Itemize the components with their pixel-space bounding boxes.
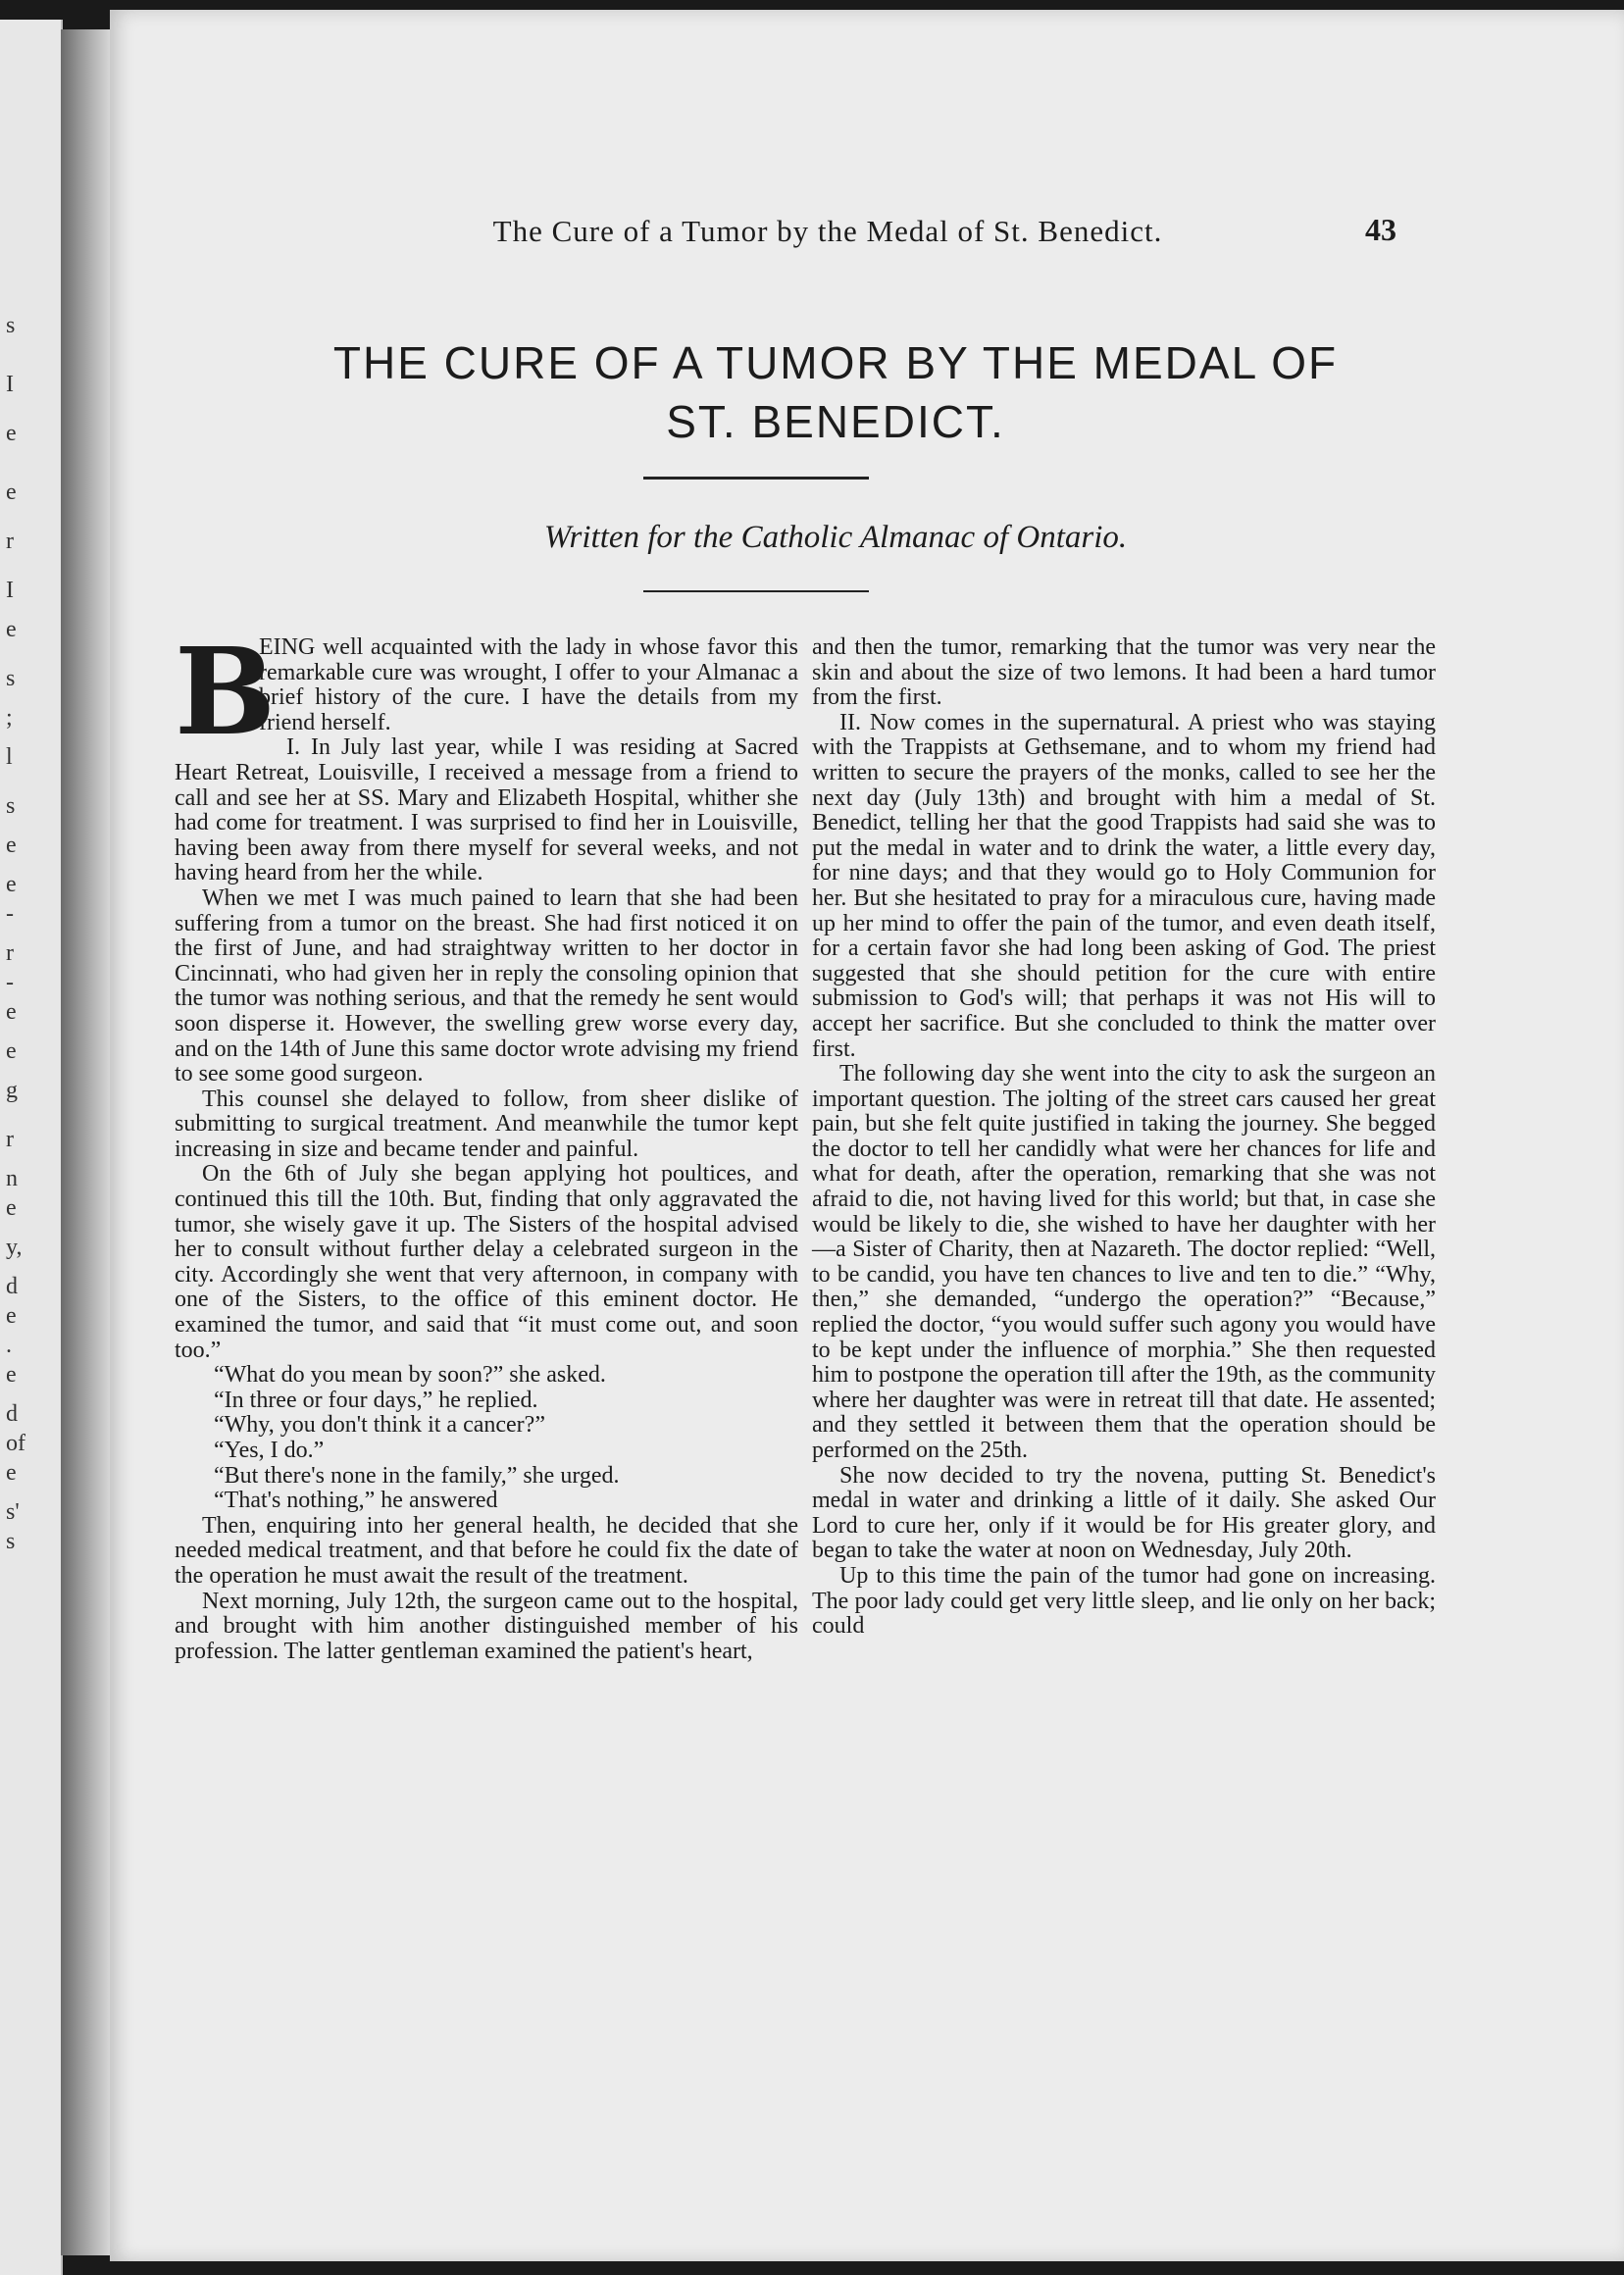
paragraph: Up to this time the pain of the tumor had gone on increasing. The poor lady could get very little sleep, and lie only on her back; could	[812, 1562, 1436, 1640]
right-text-column	[812, 635, 1436, 1640]
article-title-line-2: ST. BENEDICT.	[666, 396, 1005, 447]
adjacent-page-fragment: s	[6, 793, 16, 819]
paragraph: I. In July last year, while I was residing at Sacred Heart Retreat, Louisville, I received a message from a friend to call and see her at SS. Mary and Elizabeth Hospital, whither she had come for treatment. I was surprised to find her in Louisville, having been away from there myself for several weeks, and not having heard from her the while.	[175, 734, 798, 886]
article-title	[286, 333, 1385, 451]
title-rule-bottom	[643, 590, 869, 592]
adjacent-page-fragment: s	[6, 1529, 16, 1554]
title-rule-top	[643, 477, 869, 480]
adjacent-page-fragment: ;	[6, 705, 13, 731]
book-page	[110, 10, 1624, 2261]
adjacent-page-fragment: e	[6, 617, 17, 642]
adjacent-page-fragment: r	[6, 940, 14, 966]
adjacent-page-fragment: of	[6, 1431, 25, 1456]
adjacent-page-fragment: I	[6, 372, 14, 397]
adjacent-page-edge	[0, 20, 63, 2275]
drop-cap: B	[175, 621, 277, 762]
running-head: The Cure of a Tumor by the Medal of St. Benedict.	[492, 214, 1163, 248]
paragraph	[175, 621, 798, 762]
adjacent-page-fragment: r	[6, 529, 14, 554]
adjacent-page-fragment: e	[6, 1195, 17, 1221]
paragraph: The following day she went into the city to ask the surgeon an important question. The jolting of the street cars caused her great pain, but she felt quite justified in taking the journey. She begged the doctor to tell her candidly what were her chances for life and what for death, after the operation, remarking that she was not afraid to die, not having lived for this world; but that, in case she would be likely to die, she wished to have her daughter with her—a Sister of Charity, then at Nazareth. The doctor replied: “Well, to be candid, you have ten chances to live and ten to die.” “Why, then,” she demanded, “undergo the operation?” “Because,” replied the doctor, “you would suffer such agony you would have to be kept under the influence of morphia.” She then requested him to postpone the operation till after the 19th, as the community where her daughter was were in retreat till that date. He assented; and they settled it between them that the operation should be performed on the 25th.	[812, 1061, 1436, 1463]
adjacent-page-fragment: e	[6, 421, 17, 446]
article-subtitle: Written for the Catholic Almanac of Ontario.	[543, 520, 1128, 555]
adjacent-page-fragment: d	[6, 1401, 18, 1427]
left-text-column	[175, 621, 798, 1664]
adjacent-page-fragment: .	[6, 1333, 12, 1358]
paragraph: and then the tumor, remarking that the tumor was very near the skin and about the size of two lemons. It had been a hard tumor from the first.	[812, 634, 1436, 711]
paragraph: She now decided to try the novena, putting St. Benedict's medal in water and drinking a little of it daily. She asked Our Lord to cure her, only if it would be for His greater glory, and began to take the water at noon on Wednesday, July 20th.	[812, 1462, 1436, 1564]
adjacent-page-fragment: y,	[6, 1235, 23, 1260]
adjacent-page-fragment: n	[6, 1166, 18, 1191]
paragraph: This counsel she delayed to follow, from sheer dislike of submitting to surgical treatment. And meanwhile the tumor kept increasing in size and became tender and painful.	[175, 1086, 798, 1162]
adjacent-page-fragment: -	[6, 901, 14, 927]
paragraph: “Why, you don't think it a cancer?”	[214, 1412, 545, 1439]
adjacent-page-fragment: e	[6, 1362, 17, 1388]
paragraph: “Yes, I do.”	[214, 1438, 325, 1463]
adjacent-page-fragment: -	[6, 970, 14, 995]
adjacent-page-fragment: e	[6, 1038, 17, 1064]
adjacent-page-fragment: e	[6, 999, 17, 1025]
adjacent-page-fragment: e	[6, 1460, 17, 1486]
paragraph: Next morning, July 12th, the surgeon came out to the hospital, and brought with him another distinguished member of his profession. The latter gentleman examined the patient's heart,	[175, 1588, 798, 1664]
adjacent-page-fragment: s	[6, 313, 16, 338]
adjacent-page-fragment: g	[6, 1078, 18, 1103]
adjacent-page-fragment: s	[6, 666, 16, 691]
paragraph: “That's nothing,” he answered	[214, 1488, 498, 1514]
adjacent-page-fragment: e	[6, 833, 17, 858]
paragraph-lead: EING well acquainted with the lady in whose favor this remarkable cure was wrought, I offer to your Almanac a brief history of the cure. I have the details from my friend herself.	[259, 634, 798, 735]
paragraph: “What do you mean by soon?” she asked.	[214, 1362, 606, 1389]
adjacent-page-fragment: e	[6, 1303, 17, 1329]
paragraph: Then, enquiring into her general health, he decided that she needed medical treatment, and that before he could fix the date of the operation he must await the result of the treatment.	[175, 1512, 798, 1589]
paragraph: “In three or four days,” he replied.	[214, 1387, 538, 1413]
article-title-line-1: THE CURE OF A TUMOR BY THE MEDAL OF	[332, 337, 1339, 388]
adjacent-page-fragment: l	[6, 744, 13, 770]
paragraph: On the 6th of July she began applying hot poultices, and continued this till the 10th. But, finding that only aggravated the tumor, she wisely gave it up. The Sisters of the hospital advised her to consult without further delay a celebrated surgeon in the city. Accordingly she went that very afternoon, in company with one of the Sisters, to the office of this eminent doctor. He examined the tumor, and said that “it must come out, and soon too.”	[175, 1161, 798, 1363]
adjacent-page-fragment: I	[6, 578, 14, 603]
paragraph: “But there's none in the family,” she urged.	[214, 1462, 620, 1489]
adjacent-page-fragment: d	[6, 1274, 18, 1299]
page-number: 43	[1365, 212, 1396, 247]
paragraph: When we met I was much pained to learn that she had been suffering from a tumor on the breast. She had first noticed it on the first of June, and had straightway written to her doctor in Cincinnati, who had given her in reply the consoling opinion that the tumor was nothing serious, and that the remedy he sent would soon disperse it. However, the swelling grew worse every day, and on the 14th of June this same doctor wrote advising my friend to see some good surgeon.	[175, 885, 798, 1087]
adjacent-page-fragment: e	[6, 872, 17, 897]
adjacent-page-fragment: s'	[6, 1499, 20, 1525]
adjacent-page-fragment: e	[6, 480, 17, 505]
paragraph: II. Now comes in the supernatural. A priest who was staying with the Trappists at Gethsemane, and to whom my friend had written to secure the prayers of the monks, called to see her the next day (July 13th) and brought with him a medal of St. Benedict, telling her that the good Trappists had said she was to put the medal in water and to drink the water, a little every day, for nine days; and that they would go to Holy Communion for her. But she hesitated to pray for a miraculous cure, having made up her mind to offer the pain of the tumor, and even death itself, for a certain favor she had long been asking of God. The priest suggested that she should petition for the cure with entire submission to God's will; that perhaps it was not His will to accept her sacrifice. But she concluded to think the matter over first.	[812, 709, 1436, 1062]
adjacent-page-fragment: r	[6, 1127, 14, 1152]
